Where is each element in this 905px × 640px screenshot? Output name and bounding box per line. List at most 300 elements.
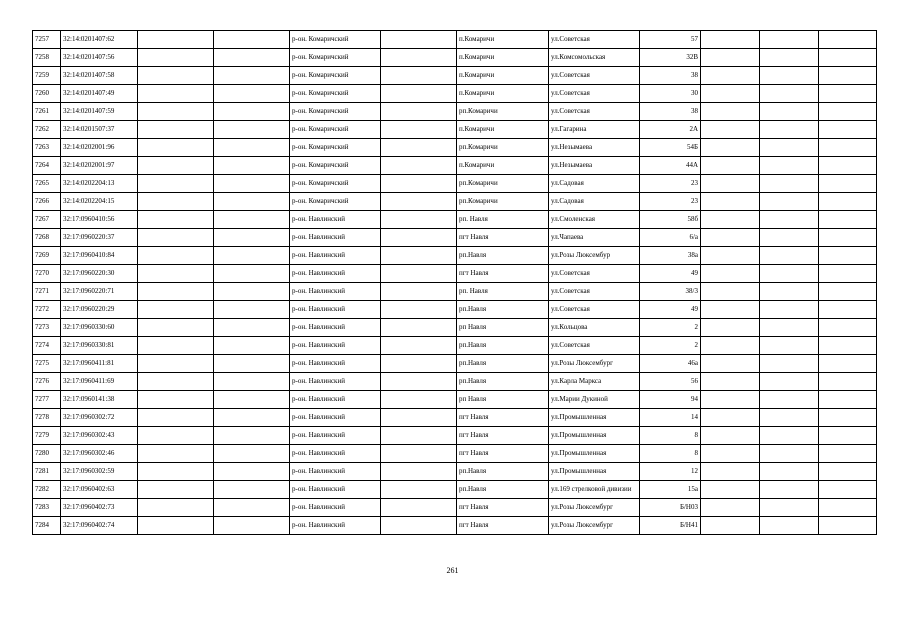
cell-settlement: рп.Навля <box>457 337 549 355</box>
table-row <box>33 391 877 409</box>
table-row <box>33 247 877 265</box>
cell-cadastral-number: 32:14:0201407:62 <box>61 31 138 49</box>
table-row <box>33 265 877 283</box>
cell-house-number: Б/Н41 <box>640 517 701 535</box>
cell-empty-col-e <box>760 517 819 535</box>
cell-empty-col-f <box>819 499 877 517</box>
cell-row-number: 7283 <box>33 499 61 517</box>
cell-settlement: п.Комаричи <box>457 157 549 175</box>
cell-settlement: рп.Комаричи <box>457 139 549 157</box>
cell-empty-col-d <box>701 319 760 337</box>
cell-empty-col-a <box>138 247 214 265</box>
cell-street: ул.169 стрелковой дивизии <box>549 481 640 499</box>
cell-district: р-он. Навлинский <box>290 517 381 535</box>
cell-settlement: п.Комаричи <box>457 121 549 139</box>
cell-house-number: 94 <box>640 391 701 409</box>
cell-street: ул.Советская <box>549 85 640 103</box>
cell-district: р-он. Навлинский <box>290 229 381 247</box>
cell-empty-col-e <box>760 85 819 103</box>
cell-empty-col-c <box>381 409 457 427</box>
cell-empty-col-c <box>381 499 457 517</box>
cell-house-number: 23 <box>640 175 701 193</box>
cell-empty-col-b <box>214 391 290 409</box>
cell-row-number: 7261 <box>33 103 61 121</box>
cell-empty-col-a <box>138 229 214 247</box>
cell-empty-col-f <box>819 49 877 67</box>
cell-empty-col-f <box>819 463 877 481</box>
cell-cadastral-number: 32:17:0960330:60 <box>61 319 138 337</box>
cell-empty-col-d <box>701 103 760 121</box>
cell-street: ул.Смоленская <box>549 211 640 229</box>
table-row <box>33 409 877 427</box>
cell-empty-col-a <box>138 373 214 391</box>
cell-house-number: 49 <box>640 301 701 319</box>
document-sheet <box>32 30 876 535</box>
cell-house-number: 2 <box>640 319 701 337</box>
cell-empty-col-c <box>381 175 457 193</box>
cell-empty-col-e <box>760 463 819 481</box>
cell-cadastral-number: 32:14:0202204:13 <box>61 175 138 193</box>
cell-district: р-он. Навлинский <box>290 247 381 265</box>
table-row <box>33 481 877 499</box>
cell-cadastral-number: 32:17:0960330:81 <box>61 337 138 355</box>
table-row <box>33 319 877 337</box>
cell-cadastral-number: 32:17:0960141:38 <box>61 391 138 409</box>
cell-row-number: 7257 <box>33 31 61 49</box>
cell-empty-col-d <box>701 301 760 319</box>
cell-district: р-он. Комаричский <box>290 121 381 139</box>
cell-empty-col-a <box>138 337 214 355</box>
cell-empty-col-f <box>819 301 877 319</box>
table-row <box>33 67 877 85</box>
cell-empty-col-a <box>138 175 214 193</box>
cell-street: ул.Советская <box>549 337 640 355</box>
cell-empty-col-d <box>701 337 760 355</box>
cell-district: р-он. Навлинский <box>290 499 381 517</box>
cell-empty-col-a <box>138 193 214 211</box>
cell-street: ул.Кольцова <box>549 319 640 337</box>
cell-district: р-он. Навлинский <box>290 391 381 409</box>
cell-empty-col-a <box>138 49 214 67</box>
cell-settlement: пгт Навля <box>457 499 549 517</box>
cell-house-number: 12 <box>640 463 701 481</box>
cell-empty-col-d <box>701 265 760 283</box>
cell-district: р-он. Комаричский <box>290 31 381 49</box>
cell-house-number: 46а <box>640 355 701 373</box>
cell-empty-col-a <box>138 67 214 85</box>
cell-district: р-он. Комаричский <box>290 85 381 103</box>
cell-empty-col-b <box>214 193 290 211</box>
cell-house-number: 6/а <box>640 229 701 247</box>
cell-empty-col-d <box>701 139 760 157</box>
cell-house-number: 38/3 <box>640 283 701 301</box>
cell-empty-col-f <box>819 175 877 193</box>
cell-settlement: пгт Навля <box>457 265 549 283</box>
cell-empty-col-b <box>214 31 290 49</box>
table-row <box>33 517 877 535</box>
table-row <box>33 193 877 211</box>
cell-empty-col-b <box>214 517 290 535</box>
cell-house-number: 8 <box>640 445 701 463</box>
table-row <box>33 463 877 481</box>
cell-empty-col-b <box>214 85 290 103</box>
cell-empty-col-c <box>381 337 457 355</box>
cell-empty-col-c <box>381 157 457 175</box>
cell-district: р-он. Навлинский <box>290 211 381 229</box>
cell-row-number: 7272 <box>33 301 61 319</box>
cell-street: ул.Розы Люксембур <box>549 247 640 265</box>
cell-house-number: 2 <box>640 337 701 355</box>
cell-empty-col-f <box>819 247 877 265</box>
cell-row-number: 7273 <box>33 319 61 337</box>
cell-empty-col-b <box>214 319 290 337</box>
cell-district: р-он. Навлинский <box>290 283 381 301</box>
cell-house-number: 57 <box>640 31 701 49</box>
table-row <box>33 211 877 229</box>
cell-street: ул.Марии Дукиной <box>549 391 640 409</box>
cell-empty-col-e <box>760 445 819 463</box>
cell-row-number: 7267 <box>33 211 61 229</box>
cell-cadastral-number: 32:17:0960402:63 <box>61 481 138 499</box>
cell-empty-col-f <box>819 139 877 157</box>
cell-settlement: рп.Навля <box>457 463 549 481</box>
cell-empty-col-b <box>214 463 290 481</box>
cell-empty-col-a <box>138 139 214 157</box>
cell-empty-col-f <box>819 283 877 301</box>
cell-empty-col-c <box>381 283 457 301</box>
cell-cadastral-number: 32:14:0201407:58 <box>61 67 138 85</box>
cell-empty-col-e <box>760 67 819 85</box>
cell-empty-col-c <box>381 85 457 103</box>
table-row <box>33 283 877 301</box>
cell-empty-col-f <box>819 211 877 229</box>
cell-cadastral-number: 32:17:0960220:29 <box>61 301 138 319</box>
cell-row-number: 7278 <box>33 409 61 427</box>
table-body <box>33 31 877 535</box>
cell-empty-col-a <box>138 517 214 535</box>
cell-street: ул.Садовая <box>549 175 640 193</box>
table-row <box>33 427 877 445</box>
cell-district: р-он. Комаричский <box>290 49 381 67</box>
cell-row-number: 7281 <box>33 463 61 481</box>
cell-district: р-он. Комаричский <box>290 157 381 175</box>
cell-empty-col-d <box>701 283 760 301</box>
cell-empty-col-e <box>760 481 819 499</box>
cell-empty-col-e <box>760 229 819 247</box>
cell-empty-col-f <box>819 31 877 49</box>
cell-empty-col-e <box>760 301 819 319</box>
cell-empty-col-d <box>701 463 760 481</box>
cell-cadastral-number: 32:17:0960410:84 <box>61 247 138 265</box>
cell-empty-col-a <box>138 85 214 103</box>
cell-empty-col-d <box>701 49 760 67</box>
cell-empty-col-c <box>381 247 457 265</box>
cell-settlement: рп Навля <box>457 319 549 337</box>
cell-cadastral-number: 32:17:0960402:73 <box>61 499 138 517</box>
cell-empty-col-d <box>701 409 760 427</box>
cell-cadastral-number: 32:17:0960220:30 <box>61 265 138 283</box>
cell-empty-col-b <box>214 373 290 391</box>
cell-cadastral-number: 32:17:0960402:74 <box>61 517 138 535</box>
cell-empty-col-f <box>819 517 877 535</box>
cell-empty-col-e <box>760 247 819 265</box>
cell-empty-col-e <box>760 355 819 373</box>
cell-empty-col-f <box>819 265 877 283</box>
cell-street: ул.Карла Маркса <box>549 373 640 391</box>
cell-empty-col-b <box>214 427 290 445</box>
cell-district: р-он. Навлинский <box>290 355 381 373</box>
cell-empty-col-b <box>214 247 290 265</box>
cell-settlement: рп.Навля <box>457 301 549 319</box>
cell-empty-col-a <box>138 121 214 139</box>
cell-cadastral-number: 32:17:0960302:59 <box>61 463 138 481</box>
cell-cadastral-number: 32:14:0201407:49 <box>61 85 138 103</box>
cell-empty-col-a <box>138 283 214 301</box>
cell-settlement: пгт Навля <box>457 229 549 247</box>
cell-house-number: 58б <box>640 211 701 229</box>
cell-house-number: 38 <box>640 103 701 121</box>
cell-empty-col-f <box>819 157 877 175</box>
cell-empty-col-d <box>701 481 760 499</box>
cell-empty-col-e <box>760 121 819 139</box>
cell-settlement: п.Комаричи <box>457 31 549 49</box>
cell-street: ул.Советская <box>549 265 640 283</box>
cell-row-number: 7284 <box>33 517 61 535</box>
table-row <box>33 301 877 319</box>
cell-empty-col-a <box>138 499 214 517</box>
cell-empty-col-a <box>138 409 214 427</box>
cell-row-number: 7262 <box>33 121 61 139</box>
cell-street: ул.Советская <box>549 103 640 121</box>
cell-street: ул.Комсомольская <box>549 49 640 67</box>
cell-settlement: рп.Навля <box>457 373 549 391</box>
cell-row-number: 7279 <box>33 427 61 445</box>
cadastral-table <box>32 30 877 535</box>
cell-empty-col-b <box>214 49 290 67</box>
cell-cadastral-number: 32:14:0201507:37 <box>61 121 138 139</box>
cell-settlement: рп.Комаричи <box>457 175 549 193</box>
cell-empty-col-b <box>214 301 290 319</box>
cell-empty-col-d <box>701 157 760 175</box>
cell-empty-col-e <box>760 265 819 283</box>
cell-empty-col-b <box>214 445 290 463</box>
cell-empty-col-b <box>214 139 290 157</box>
cell-house-number: 54Б <box>640 139 701 157</box>
cell-empty-col-d <box>701 517 760 535</box>
cell-house-number: 8 <box>640 427 701 445</box>
cell-empty-col-b <box>214 265 290 283</box>
cell-empty-col-c <box>381 427 457 445</box>
cell-empty-col-c <box>381 391 457 409</box>
cell-empty-col-f <box>819 193 877 211</box>
cell-row-number: 7263 <box>33 139 61 157</box>
cell-empty-col-d <box>701 229 760 247</box>
cell-row-number: 7276 <box>33 373 61 391</box>
cell-house-number: 56 <box>640 373 701 391</box>
cell-cadastral-number: 32:17:0960410:56 <box>61 211 138 229</box>
cell-empty-col-c <box>381 193 457 211</box>
cell-empty-col-c <box>381 265 457 283</box>
cell-empty-col-c <box>381 463 457 481</box>
cell-district: р-он. Комаричский <box>290 193 381 211</box>
cell-empty-col-c <box>381 139 457 157</box>
cell-street: ул.Советская <box>549 31 640 49</box>
cell-district: р-он. Комаричский <box>290 103 381 121</box>
cell-district: р-он. Навлинский <box>290 445 381 463</box>
cell-district: р-он. Комаричский <box>290 139 381 157</box>
cell-row-number: 7259 <box>33 67 61 85</box>
cell-empty-col-d <box>701 67 760 85</box>
cell-row-number: 7282 <box>33 481 61 499</box>
cell-empty-col-b <box>214 283 290 301</box>
table-row <box>33 355 877 373</box>
table-row <box>33 31 877 49</box>
cell-empty-col-f <box>819 229 877 247</box>
cell-row-number: 7271 <box>33 283 61 301</box>
cell-empty-col-d <box>701 499 760 517</box>
table-row <box>33 373 877 391</box>
cell-empty-col-c <box>381 211 457 229</box>
cell-district: р-он. Навлинский <box>290 409 381 427</box>
cell-empty-col-f <box>819 445 877 463</box>
cell-row-number: 7277 <box>33 391 61 409</box>
cell-settlement: пгт Навля <box>457 517 549 535</box>
cell-cadastral-number: 32:14:0202001:97 <box>61 157 138 175</box>
cell-street: ул.Советская <box>549 67 640 85</box>
cell-empty-col-e <box>760 139 819 157</box>
cell-cadastral-number: 32:17:0960411:69 <box>61 373 138 391</box>
cell-row-number: 7270 <box>33 265 61 283</box>
cell-empty-col-d <box>701 391 760 409</box>
cell-empty-col-e <box>760 427 819 445</box>
cell-district: р-он. Навлинский <box>290 373 381 391</box>
cell-district: р-он. Навлинский <box>290 265 381 283</box>
cell-street: ул.Гагарина <box>549 121 640 139</box>
cell-empty-col-d <box>701 373 760 391</box>
cell-empty-col-b <box>214 229 290 247</box>
cell-row-number: 7269 <box>33 247 61 265</box>
cell-empty-col-f <box>819 481 877 499</box>
cell-empty-col-d <box>701 121 760 139</box>
table-row <box>33 175 877 193</box>
cell-empty-col-a <box>138 301 214 319</box>
cell-cadastral-number: 32:17:0960302:43 <box>61 427 138 445</box>
cell-empty-col-d <box>701 85 760 103</box>
cell-empty-col-b <box>214 337 290 355</box>
cell-street: ул.Розы Люксембург <box>549 517 640 535</box>
cell-empty-col-e <box>760 103 819 121</box>
cell-row-number: 7275 <box>33 355 61 373</box>
cell-empty-col-c <box>381 373 457 391</box>
cell-settlement: рп.Навля <box>457 481 549 499</box>
cell-empty-col-a <box>138 391 214 409</box>
cell-empty-col-c <box>381 31 457 49</box>
cell-settlement: пгт Навля <box>457 445 549 463</box>
cell-empty-col-f <box>819 427 877 445</box>
cell-cadastral-number: 32:14:0202204:15 <box>61 193 138 211</box>
cell-empty-col-d <box>701 193 760 211</box>
cell-row-number: 7280 <box>33 445 61 463</box>
cell-empty-col-c <box>381 355 457 373</box>
cell-settlement: рп.Навля <box>457 355 549 373</box>
cell-cadastral-number: 32:17:0960302:72 <box>61 409 138 427</box>
cell-empty-col-a <box>138 427 214 445</box>
cell-street: ул.Незымаева <box>549 139 640 157</box>
cell-empty-col-a <box>138 157 214 175</box>
cell-empty-col-e <box>760 193 819 211</box>
cell-house-number: 44А <box>640 157 701 175</box>
cell-street: ул.Чапаева <box>549 229 640 247</box>
cell-empty-col-a <box>138 481 214 499</box>
cell-district: р-он. Навлинский <box>290 463 381 481</box>
cell-empty-col-e <box>760 157 819 175</box>
cell-empty-col-a <box>138 103 214 121</box>
cell-house-number: 23 <box>640 193 701 211</box>
cell-settlement: пгт Навля <box>457 409 549 427</box>
cell-empty-col-f <box>819 319 877 337</box>
cell-settlement: пгт Навля <box>457 427 549 445</box>
cell-empty-col-b <box>214 499 290 517</box>
cell-cadastral-number: 32:14:0201407:56 <box>61 49 138 67</box>
cell-empty-col-b <box>214 481 290 499</box>
cell-house-number: 49 <box>640 265 701 283</box>
cell-empty-col-e <box>760 31 819 49</box>
cell-settlement: рп Навля <box>457 391 549 409</box>
cell-empty-col-e <box>760 409 819 427</box>
page-number: 261 <box>446 566 459 575</box>
cell-settlement: п.Комаричи <box>457 67 549 85</box>
table-row <box>33 337 877 355</box>
cell-empty-col-e <box>760 319 819 337</box>
cell-district: р-он. Навлинский <box>290 337 381 355</box>
cell-street: ул.Незымаева <box>549 157 640 175</box>
cell-empty-col-c <box>381 67 457 85</box>
cell-empty-col-a <box>138 355 214 373</box>
cell-empty-col-d <box>701 355 760 373</box>
cell-district: р-он. Комаричский <box>290 175 381 193</box>
cell-empty-col-b <box>214 121 290 139</box>
cell-settlement: рп.Навля <box>457 247 549 265</box>
table-row <box>33 49 877 67</box>
cell-empty-col-a <box>138 31 214 49</box>
table-row <box>33 499 877 517</box>
cell-house-number: 30 <box>640 85 701 103</box>
cell-empty-col-f <box>819 67 877 85</box>
cell-empty-col-c <box>381 445 457 463</box>
cell-empty-col-d <box>701 31 760 49</box>
cell-empty-col-c <box>381 229 457 247</box>
cell-empty-col-b <box>214 409 290 427</box>
cell-empty-col-f <box>819 409 877 427</box>
cell-district: р-он. Навлинский <box>290 319 381 337</box>
cell-cadastral-number: 32:17:0960220:71 <box>61 283 138 301</box>
table-row <box>33 139 877 157</box>
cell-empty-col-f <box>819 355 877 373</box>
cell-settlement: п.Комаричи <box>457 49 549 67</box>
cell-empty-col-d <box>701 175 760 193</box>
cell-empty-col-a <box>138 445 214 463</box>
cell-row-number: 7268 <box>33 229 61 247</box>
cell-row-number: 7258 <box>33 49 61 67</box>
cell-settlement: рп. Навля <box>457 211 549 229</box>
cell-house-number: 15а <box>640 481 701 499</box>
cell-house-number: 38а <box>640 247 701 265</box>
cell-empty-col-c <box>381 481 457 499</box>
cell-house-number: 14 <box>640 409 701 427</box>
cell-street: ул.Промышленная <box>549 463 640 481</box>
table-row <box>33 157 877 175</box>
cell-empty-col-b <box>214 67 290 85</box>
